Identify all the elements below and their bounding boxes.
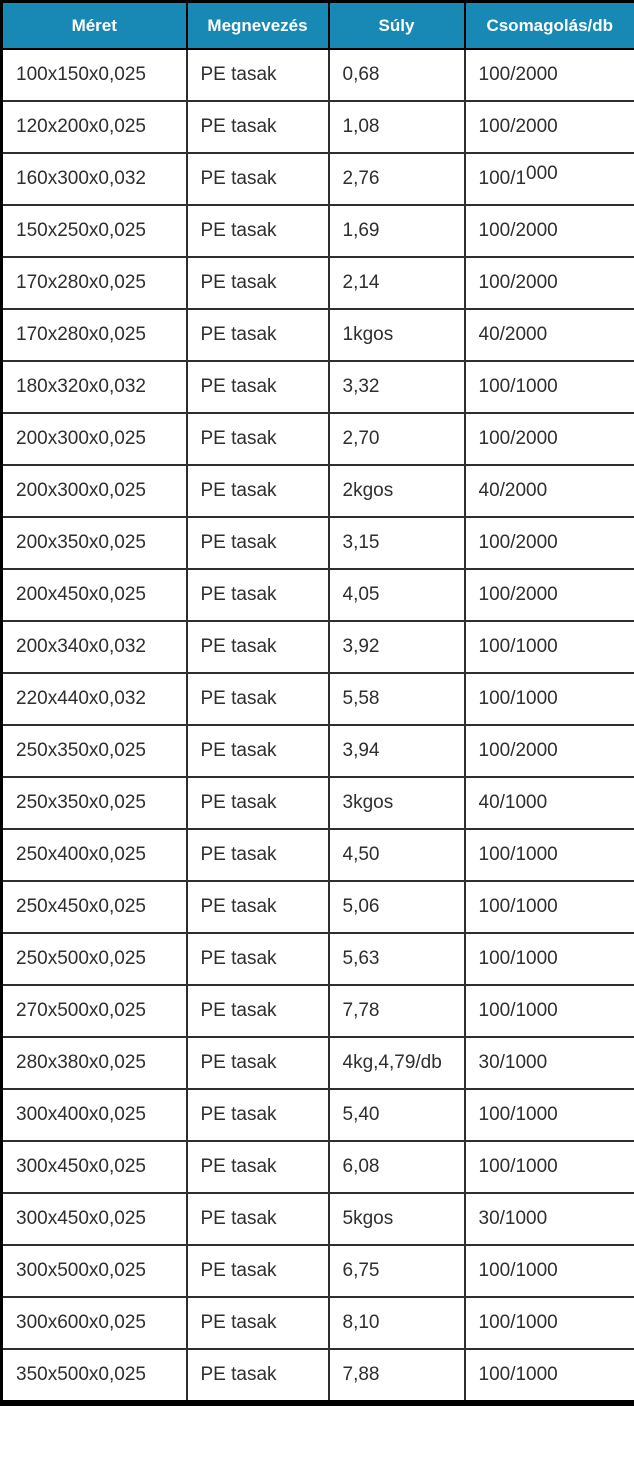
- table-header: [2, 2, 634, 50]
- cell-meret: 200x340x0,032: [2, 621, 187, 673]
- cell-csomagolas: 100/2000: [465, 49, 634, 101]
- cell-csomagolas: 100/2000: [465, 517, 634, 569]
- cell-suly: 3,15: [329, 517, 465, 569]
- cell-megnevezes: PE tasak: [187, 49, 329, 101]
- cell-megnevezes: PE tasak: [187, 1089, 329, 1141]
- table-row: [2, 777, 634, 829]
- cell-csomagolas: 100/1000: [465, 985, 634, 1037]
- cell-suly: 4,05: [329, 569, 465, 621]
- table-row: [2, 1297, 634, 1349]
- cell-csomagolas: 100/1000: [465, 673, 634, 725]
- header-row: [2, 2, 634, 50]
- table-row: [2, 465, 634, 517]
- cell-megnevezes: PE tasak: [187, 881, 329, 933]
- table-row: [2, 205, 634, 257]
- cell-megnevezes: PE tasak: [187, 413, 329, 465]
- cell-csomagolas: 100/1000: [465, 1245, 634, 1297]
- table-row: [2, 569, 634, 621]
- table-row: [2, 413, 634, 465]
- cell-csomagolas: 100/1000: [465, 153, 634, 205]
- cell-suly: 7,78: [329, 985, 465, 1037]
- table-row: [2, 1245, 634, 1297]
- cell-csomagolas: 100/1000: [465, 881, 634, 933]
- cell-megnevezes: PE tasak: [187, 153, 329, 205]
- cell-megnevezes: PE tasak: [187, 673, 329, 725]
- cell-megnevezes: PE tasak: [187, 1037, 329, 1089]
- cell-megnevezes: PE tasak: [187, 1193, 329, 1245]
- cell-suly: 3,32: [329, 361, 465, 413]
- cell-suly: 0,68: [329, 49, 465, 101]
- cell-meret: 300x600x0,025: [2, 1297, 187, 1349]
- table-body: [2, 49, 634, 1403]
- table-row: [2, 517, 634, 569]
- cell-csomagolas: 100/1000: [465, 621, 634, 673]
- cell-meret: 170x280x0,025: [2, 257, 187, 309]
- cell-meret: 250x450x0,025: [2, 881, 187, 933]
- table-row: [2, 101, 634, 153]
- cell-meret: 200x350x0,025: [2, 517, 187, 569]
- cell-suly: 2kgos: [329, 465, 465, 517]
- cell-csomagolas: 100/1000: [465, 1297, 634, 1349]
- cell-suly: 4kg,4,79/db: [329, 1037, 465, 1089]
- column-header-suly: Súly: [329, 2, 465, 50]
- cell-meret: 150x250x0,025: [2, 205, 187, 257]
- table-row: [2, 829, 634, 881]
- cell-suly: 5,63: [329, 933, 465, 985]
- cell-suly: 6,75: [329, 1245, 465, 1297]
- cell-suly: 4,50: [329, 829, 465, 881]
- cell-csomagolas: 100/2000: [465, 205, 634, 257]
- cell-meret: 160x300x0,032: [2, 153, 187, 205]
- table-row: [2, 1193, 634, 1245]
- cell-meret: 250x500x0,025: [2, 933, 187, 985]
- cell-megnevezes: PE tasak: [187, 1349, 329, 1403]
- cell-suly: 1,08: [329, 101, 465, 153]
- cell-suly: 1kgos: [329, 309, 465, 361]
- cell-suly: 5kgos: [329, 1193, 465, 1245]
- cell-suly: 7,88: [329, 1349, 465, 1403]
- cell-megnevezes: PE tasak: [187, 1297, 329, 1349]
- cell-csomagolas: 100/1000: [465, 933, 634, 985]
- cell-csomagolas: 40/1000: [465, 777, 634, 829]
- cell-csomagolas: 30/1000: [465, 1037, 634, 1089]
- cell-megnevezes: PE tasak: [187, 725, 329, 777]
- table-row: [2, 725, 634, 777]
- cell-csomagolas: 100/1000: [465, 1349, 634, 1403]
- cell-meret: 250x350x0,025: [2, 725, 187, 777]
- cell-suly: 2,14: [329, 257, 465, 309]
- table-row: [2, 153, 634, 205]
- cell-suly: 1,69: [329, 205, 465, 257]
- cell-meret: 280x380x0,025: [2, 1037, 187, 1089]
- table-row: [2, 881, 634, 933]
- table-row: [2, 933, 634, 985]
- cell-megnevezes: PE tasak: [187, 829, 329, 881]
- table-row: [2, 361, 634, 413]
- column-header-megnevezes: Megnevezés: [187, 2, 329, 50]
- cell-meret: 200x300x0,025: [2, 413, 187, 465]
- cell-megnevezes: PE tasak: [187, 777, 329, 829]
- cell-megnevezes: PE tasak: [187, 309, 329, 361]
- cell-csomagolas: 100/2000: [465, 569, 634, 621]
- cell-megnevezes: PE tasak: [187, 205, 329, 257]
- cell-meret: 220x440x0,032: [2, 673, 187, 725]
- cell-suly: 3,92: [329, 621, 465, 673]
- table-row: [2, 985, 634, 1037]
- cell-csomagolas: 100/1000: [465, 1141, 634, 1193]
- table-row: [2, 49, 634, 101]
- cell-csomagolas: 40/2000: [465, 309, 634, 361]
- cell-suly: 2,70: [329, 413, 465, 465]
- table-row: [2, 1141, 634, 1193]
- cell-suly: 2,76: [329, 153, 465, 205]
- cell-megnevezes: PE tasak: [187, 621, 329, 673]
- cell-meret: 270x500x0,025: [2, 985, 187, 1037]
- cell-megnevezes: PE tasak: [187, 569, 329, 621]
- cell-meret: 180x320x0,032: [2, 361, 187, 413]
- cell-suly: 5,06: [329, 881, 465, 933]
- cell-csomagolas: 40/2000: [465, 465, 634, 517]
- cell-meret: 100x150x0,025: [2, 49, 187, 101]
- cell-meret: 300x450x0,025: [2, 1193, 187, 1245]
- cell-meret: 170x280x0,025: [2, 309, 187, 361]
- cell-suly: 5,58: [329, 673, 465, 725]
- cell-csomagolas: 100/2000: [465, 413, 634, 465]
- cell-megnevezes: PE tasak: [187, 257, 329, 309]
- cell-csomagolas: 100/1000: [465, 1089, 634, 1141]
- cell-csomagolas: 100/1000: [465, 361, 634, 413]
- raised-text: 000: [526, 163, 558, 184]
- cell-meret: 300x450x0,025: [2, 1141, 187, 1193]
- cell-megnevezes: PE tasak: [187, 933, 329, 985]
- cell-csomagolas: 100/2000: [465, 101, 634, 153]
- cell-meret: 250x350x0,025: [2, 777, 187, 829]
- table-row: [2, 257, 634, 309]
- cell-meret: 300x500x0,025: [2, 1245, 187, 1297]
- cell-suly: 6,08: [329, 1141, 465, 1193]
- cell-suly: 3kgos: [329, 777, 465, 829]
- cell-csomagolas: 100/2000: [465, 725, 634, 777]
- cell-csomagolas: 100/2000: [465, 257, 634, 309]
- table-row: [2, 1037, 634, 1089]
- column-header-meret: Méret: [2, 2, 187, 50]
- cell-suly: 3,94: [329, 725, 465, 777]
- cell-meret: 250x400x0,025: [2, 829, 187, 881]
- cell-csomagolas: 30/1000: [465, 1193, 634, 1245]
- table-row: [2, 1089, 634, 1141]
- table-row: [2, 621, 634, 673]
- cell-meret: 300x400x0,025: [2, 1089, 187, 1141]
- cell-suly: 5,40: [329, 1089, 465, 1141]
- cell-meret: 350x500x0,025: [2, 1349, 187, 1403]
- cell-meret: 200x300x0,025: [2, 465, 187, 517]
- table-row: [2, 1349, 634, 1403]
- cell-suly: 8,10: [329, 1297, 465, 1349]
- table-row: [2, 673, 634, 725]
- cell-megnevezes: PE tasak: [187, 361, 329, 413]
- cell-megnevezes: PE tasak: [187, 101, 329, 153]
- cell-meret: 200x450x0,025: [2, 569, 187, 621]
- cell-megnevezes: PE tasak: [187, 985, 329, 1037]
- cell-megnevezes: PE tasak: [187, 517, 329, 569]
- column-header-csomagolas: Csomagolás/db: [465, 2, 634, 50]
- table-row: [2, 309, 634, 361]
- cell-megnevezes: PE tasak: [187, 1245, 329, 1297]
- cell-csomagolas: 100/1000: [465, 829, 634, 881]
- cell-meret: 120x200x0,025: [2, 101, 187, 153]
- cell-megnevezes: PE tasak: [187, 465, 329, 517]
- cell-megnevezes: PE tasak: [187, 1141, 329, 1193]
